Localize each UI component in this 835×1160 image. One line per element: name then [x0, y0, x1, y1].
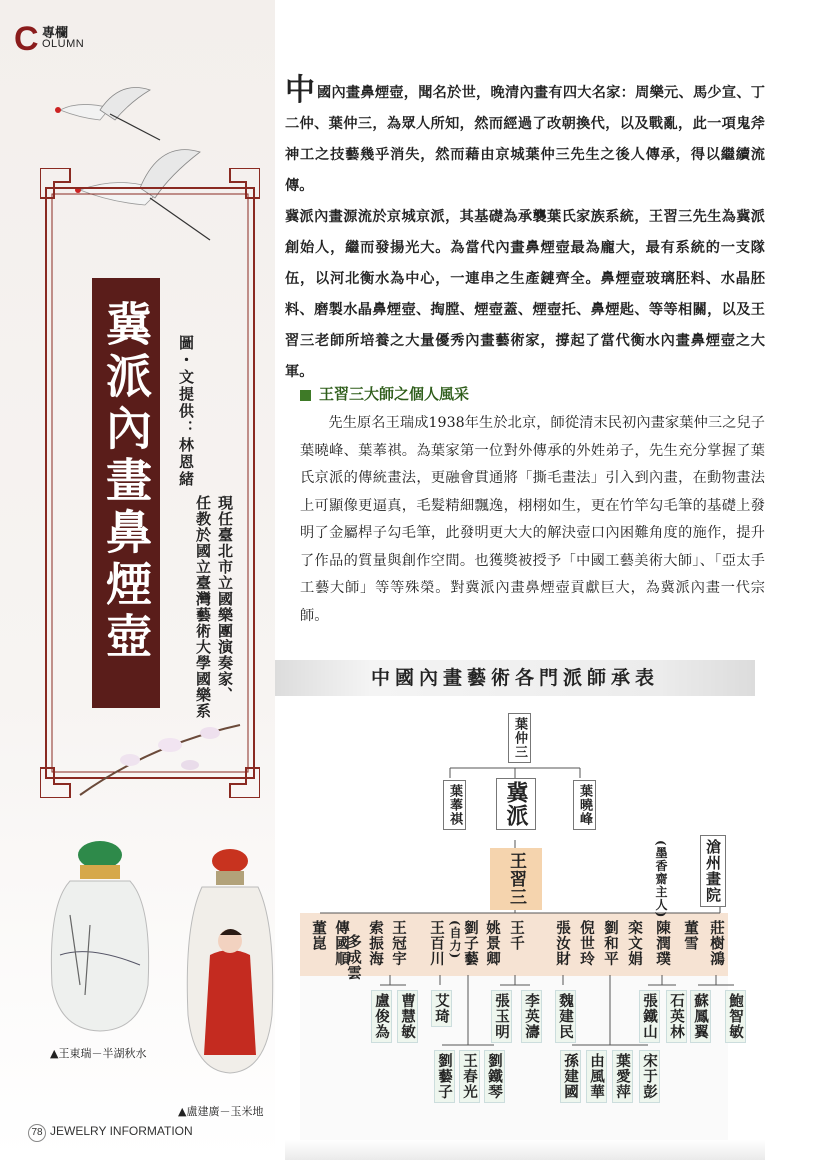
page-footer: [28, 1124, 193, 1142]
section-body-text: 先生原名王瑞成1938年生於北京，師從清末民初內畫家葉仲三之兒子葉曉峰、葉菶祺。為葉家第一位對外傳承的外姓弟子，先生充分掌握了葉氏京派的傳統畫法，更融會貫通將「撕毛畫法」引入到內畫，在動物畫法上可顯像更逼真，毛髮精細飄逸，栩栩如生，更在竹竿勾毛筆的基礎上發明了金屬桿子勾毛筆，此發明更大大的解決壺口內困難角度的施作，提升了作品的質量與創作空間。也獲獎被授予「中國工藝美術大師」、「亞太手工藝大師」等等殊榮。對冀派內畫鼻煙壺貢獻巨大，為冀派內畫一代宗師。: [300, 415, 765, 624]
chart-node-gen1: (自力): [448, 920, 462, 960]
bottom-band: [285, 1140, 765, 1160]
chart-node-gen1: 張汝財: [554, 920, 571, 967]
chart-node-gen3: 劉藝子: [434, 1050, 455, 1103]
chart-node-gen1: 陳潤璞: [654, 920, 671, 967]
dropcap: 中: [285, 73, 315, 108]
intro-paragraph: [285, 73, 765, 202]
section-heading-text: 王習三大師之個人風采: [319, 385, 470, 403]
column-tag-zh: 專欄: [42, 26, 69, 41]
chart-node-gen1: 姚景卿: [484, 920, 501, 967]
chart-node-gen2: 曹慧敏: [397, 990, 418, 1043]
chart-node-gen2: 張鐵山: [639, 990, 660, 1043]
intro-text: 國內畫鼻煙壺，聞名於世，晚清內畫有四大名家：周樂元、馬少宣、丁二仲、葉仲三，為眾人所知，然而經過了改朝換代，以及戰亂，此一項鬼斧神工之技藝幾乎消失，然而藉由京城葉仲三先生之後人傳承，得以繼續流傳。: [285, 85, 765, 194]
chart-node-gen1: 董崑: [310, 920, 327, 951]
chart-title: 中國內畫藝術各門派師承表: [370, 667, 659, 689]
chart-node: 葉曉峰: [573, 780, 596, 830]
chart-node-gen3: 劉鐵琴: [484, 1050, 505, 1103]
author-bio-line: 任教於國立臺灣藝術大學國樂系: [194, 495, 212, 719]
intro-block: [285, 73, 765, 388]
chart-node-gen1: 王百川: [428, 920, 445, 967]
bottle-caption: ▲王東瑞－半湖秋水: [50, 1047, 147, 1060]
chart-node-root: 葉仲三: [508, 713, 531, 763]
snuff-bottle-image: [180, 845, 280, 1075]
chart-note: (墨香齋主人): [654, 840, 668, 919]
section-bullet-icon: [300, 390, 311, 401]
chart-node-school: 滄州畫院: [700, 835, 726, 907]
chart-node-gen1: 莊樹鴻: [708, 920, 725, 967]
chart-node-gen3: 葉愛萍: [612, 1050, 633, 1103]
chart-node-gen1: 劉子藝: [462, 920, 479, 967]
chart-node-gen3: 宋于彭: [639, 1050, 660, 1103]
chart-node-gen1: 王冠宇: [390, 920, 407, 967]
section-body: [300, 410, 765, 630]
column-tag-en: OLUMN: [42, 38, 85, 50]
chart-node-gen2: 魏建民: [555, 990, 576, 1043]
chart-node-gen1: 倪世玲: [578, 920, 595, 967]
article-title: 冀派內畫鼻煙壺: [99, 300, 153, 664]
chart-node-gen1: 栾文娟: [626, 920, 643, 967]
chart-node-gen3: 王春光: [459, 1050, 480, 1103]
chart-node-gen2: 張玉明: [491, 990, 512, 1043]
chart-node: 葉菶祺: [443, 780, 466, 830]
bottle-caption: ▲盧建廣－玉米地: [178, 1105, 264, 1118]
magazine-name: JEWELRY INFORMATION: [50, 1124, 193, 1138]
chart-node-gen2: 鮑智敏: [725, 990, 746, 1043]
chart-node-gen2: 蘇鳳翼: [690, 990, 711, 1043]
chart-node-gen1: 董雪: [682, 920, 699, 951]
author-bio: [192, 495, 236, 719]
chart-node-gen2: 李英濤: [521, 990, 542, 1043]
chart-node-gen3: 由風華: [586, 1050, 607, 1103]
column-tag-letter: C: [14, 20, 39, 58]
chart-node-gen1: 多成雲: [345, 934, 362, 981]
chart-node-gen1: 王千: [508, 920, 525, 951]
chart-node-gen2: 石英林: [666, 990, 687, 1043]
chart-node-gen1: 劉和平: [602, 920, 619, 967]
flower-illustration: [70, 705, 250, 805]
chart-node-gen1: 索振海: [367, 920, 384, 967]
chart-background: [300, 976, 728, 1146]
section-heading: [300, 383, 469, 404]
chart-node-gen3: 孫建國: [560, 1050, 581, 1103]
chart-node-school: 冀派: [496, 778, 536, 830]
chart-node-gen1: 傳國順: [333, 920, 350, 967]
author-credit: 圖・文提供：林恩緒: [177, 335, 195, 488]
snuff-bottle-image: [40, 835, 160, 1035]
chart-node-master: 王習三: [490, 848, 542, 910]
intro-paragraph-2: 冀派內畫源流於京城京派，其基礎為承襲葉氏家族系統，王習三先生為冀派創始人，繼而發揚光大。為當代內畫鼻煙壺最為龐大，最有系統的一支隊伍，以河北衡水為中心，一連串之生產鏈齊全。鼻煙壺玻璃胚料、水晶胚料、磨製水晶鼻煙壺、掏膛、煙壺蓋、煙壺托、鼻煙匙、等等相關，以及王習三老師所培養之大量優秀內畫藝術家，撐起了當代衡水內畫鼻煙壺之大軍。: [285, 209, 765, 380]
chart-node-gen2: 盧俊為: [371, 990, 392, 1043]
chart-node-gen2: 艾琦: [431, 990, 452, 1027]
author-bio-line: 現任臺北市立國樂團演奏家、: [216, 495, 234, 703]
page-number: 78: [28, 1124, 46, 1142]
